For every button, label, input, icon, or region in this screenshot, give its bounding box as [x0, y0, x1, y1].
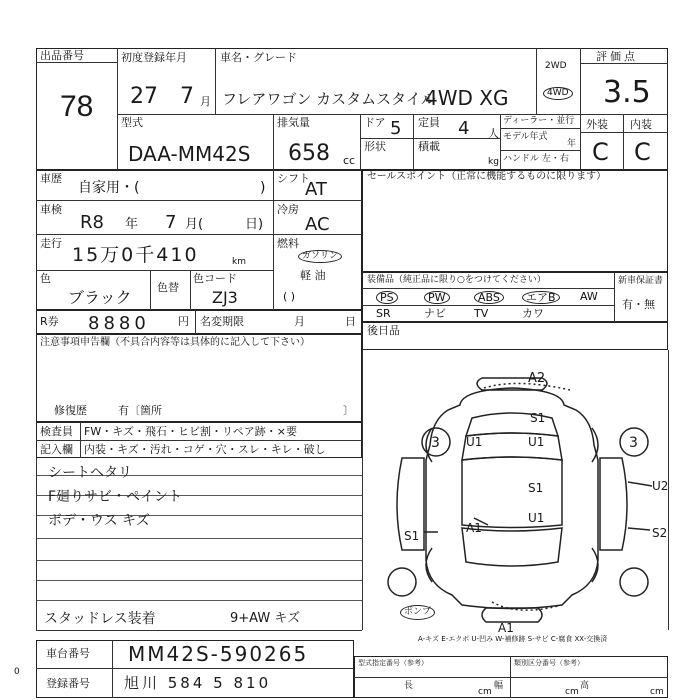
height-cm: cm — [650, 687, 664, 697]
equip-item: PW — [424, 291, 450, 304]
warranty-label: 新車保証書 — [618, 276, 664, 286]
tax-label: R券 — [40, 315, 59, 328]
ac-value: AC — [305, 214, 330, 235]
inspector-line2: 内装・キズ・汚れ・コゲ・穴・スレ・キレ・破し — [84, 443, 326, 456]
repair-label: 修復歴 — [54, 404, 87, 417]
load-label: 積載 — [418, 140, 440, 153]
equip-item: TV — [474, 307, 489, 320]
studless-note: 9+AW キズ — [230, 611, 301, 626]
mark-a2: A2 — [528, 371, 546, 386]
width-label: 幅 — [494, 681, 504, 691]
reg-label-bottom: 登録番号 — [46, 677, 90, 690]
drive-2wd: 2WD — [545, 61, 567, 71]
inspector-label: 検査員 — [40, 425, 73, 438]
score-label: 評価点 — [596, 50, 638, 63]
inspect-month-unit: 月( — [185, 217, 204, 232]
sales-label: セールスポイント（正常に機能するものに限ります） — [367, 171, 607, 182]
note-1: シートヘタリ — [48, 465, 132, 481]
mark-u1-a: U1 — [466, 435, 483, 449]
mark-a1-a: A1 — [466, 521, 482, 535]
shift-label: シフト — [277, 172, 310, 185]
shape-label: 形状 — [364, 140, 386, 153]
category-label: 類別区分番号（参考） — [514, 659, 584, 667]
drive-4wd: 4WD — [543, 87, 573, 100]
color-value: ブラック — [68, 288, 132, 307]
reg-value-bottom: 旭川 584 5 810 — [124, 674, 272, 692]
sales-box — [362, 170, 668, 272]
month-unit: 月 — [200, 95, 211, 108]
disp-value: 658 — [288, 141, 330, 166]
int-value: C — [634, 138, 651, 166]
ext-value: C — [592, 138, 609, 166]
mileage-value: 15万0千410 — [72, 244, 199, 266]
studless: スタッドレス装着 — [44, 611, 156, 627]
cap-unit: 人 — [488, 127, 499, 140]
spare-label: ポンプ — [400, 605, 435, 620]
height-label: 高 — [580, 681, 590, 691]
disp-unit: cc — [343, 154, 356, 167]
load-unit: kg — [488, 157, 499, 167]
chassis-label: 車台番号 — [46, 647, 90, 660]
notes-label: 注意事項申告欄（不具合内容等は具体的に記入して下さい） — [40, 337, 310, 348]
history-label: 車歴 — [40, 172, 62, 185]
tax-unit: 円 — [178, 315, 189, 328]
fuel-label: 燃料 — [277, 237, 299, 250]
note-3: ボデ・ウス キズ — [48, 513, 150, 529]
door-label: ドア — [364, 116, 386, 129]
drive-grade: 4WD XG — [425, 86, 509, 110]
designated-label: 型式指定番号（参考） — [358, 659, 428, 667]
reg-year: 27 — [130, 84, 158, 109]
colorcode-value: ZJ3 — [212, 288, 238, 307]
colorchg-label: 色替 — [157, 281, 179, 294]
width-cm: cm — [565, 687, 579, 697]
color-label: 色 — [40, 272, 51, 285]
model-value: DAA-MM42S — [128, 142, 251, 166]
year-unit: 年 — [567, 139, 577, 149]
tax-value: 8880 — [88, 313, 150, 334]
mileage-unit: km — [232, 257, 246, 267]
colorcode-label: 色コード — [193, 272, 237, 285]
fuel-gasoline: ガソリン — [298, 250, 342, 263]
mark-u2: U2 — [652, 479, 669, 493]
equip-item: ABS — [474, 291, 504, 304]
car-damage-diagram — [362, 350, 668, 630]
inspect-year-unit: 年 — [125, 217, 139, 232]
name-label: 車名・グレード — [220, 51, 297, 64]
chassis-value: MM42S-590265 — [128, 642, 309, 666]
equip-item: エアB — [522, 291, 560, 304]
equip-item: カワ — [522, 307, 544, 320]
namechg-day: 日 — [345, 315, 356, 328]
handle-label: ハンドル 左・右 — [503, 154, 569, 164]
fuel-light: 軽 油 — [300, 269, 326, 282]
equip-label: 装備品（純正品に限り○をつけてください） — [367, 275, 546, 285]
equip-item: PS — [376, 291, 398, 304]
mark-u1-b: U1 — [528, 435, 545, 449]
length-cm: cm — [478, 687, 492, 697]
mark-s1-a: S1 — [530, 411, 546, 425]
mark-s1-b: S1 — [528, 481, 544, 495]
warranty-value: 有・無 — [622, 298, 655, 311]
cap-value: 4 — [458, 118, 470, 139]
inspect-year: R8 — [80, 212, 104, 233]
int-label: 内装 — [630, 118, 652, 131]
name-value: フレアワゴン カスタムスタイル — [222, 90, 436, 108]
length-label: 長 — [404, 681, 414, 691]
reg-label: 初度登録年月 — [121, 51, 187, 64]
history-value: 自家用・( — [78, 180, 140, 196]
corner-mark: 0 — [14, 667, 20, 677]
disp-label: 排気量 — [277, 116, 310, 129]
namechg-label: 名変期限 — [200, 315, 244, 328]
inspect-label: 車検 — [40, 203, 62, 216]
history-close: ) — [260, 180, 266, 196]
inspect-day-unit: 日) — [245, 217, 264, 232]
later-box — [362, 322, 668, 350]
legend-text: A-キズ E-エクボ U-凹み W-補修跡 S-サビ C-腐食 XX-交換済 — [418, 635, 608, 643]
inspect-month: 7 — [165, 212, 177, 233]
note-2: F廻りサビ・ペイント — [48, 489, 183, 505]
door-value: 5 — [390, 118, 402, 139]
model-label: 型式 — [121, 116, 143, 129]
inspector-label2: 記入欄 — [40, 443, 73, 456]
inspector-line1: FW・キズ・飛石・ヒビ割・リペア跡・×要 — [84, 425, 297, 438]
lot-label: 出品番号 — [40, 49, 84, 62]
ac-label: 冷房 — [277, 203, 299, 216]
dealer-label: ディーラー・並行 — [503, 116, 575, 126]
equip-item: SR — [376, 307, 391, 320]
fuel-paren: ( ) — [283, 290, 296, 303]
lot-number: 78 — [60, 90, 94, 123]
mark-u1-c: U1 — [528, 511, 545, 525]
repair-value: 有〔箇所 — [118, 404, 162, 417]
mark-3-left: 3 — [431, 435, 440, 451]
reg-month: 7 — [180, 84, 194, 109]
cap-label: 定員 — [418, 116, 440, 129]
namechg-month: 月 — [294, 315, 305, 328]
tax-box — [36, 310, 362, 334]
equip-item: ナビ — [424, 307, 446, 320]
mileage-label: 走行 — [40, 237, 62, 250]
mark-a1-b: A1 — [498, 621, 514, 635]
mark-s2: S2 — [652, 526, 668, 540]
modelyear-label: モデル年式 — [503, 132, 548, 142]
equip-item: AW — [580, 290, 598, 303]
mark-s1-c: S1 — [404, 529, 420, 543]
score-value: 3.5 — [603, 75, 651, 110]
shift-value: AT — [305, 179, 327, 200]
ext-label: 外装 — [586, 118, 608, 131]
rear-seat-label: 後日品 — [367, 324, 400, 337]
mark-3-right: 3 — [629, 435, 638, 451]
repair-close: 〕 — [343, 404, 354, 417]
